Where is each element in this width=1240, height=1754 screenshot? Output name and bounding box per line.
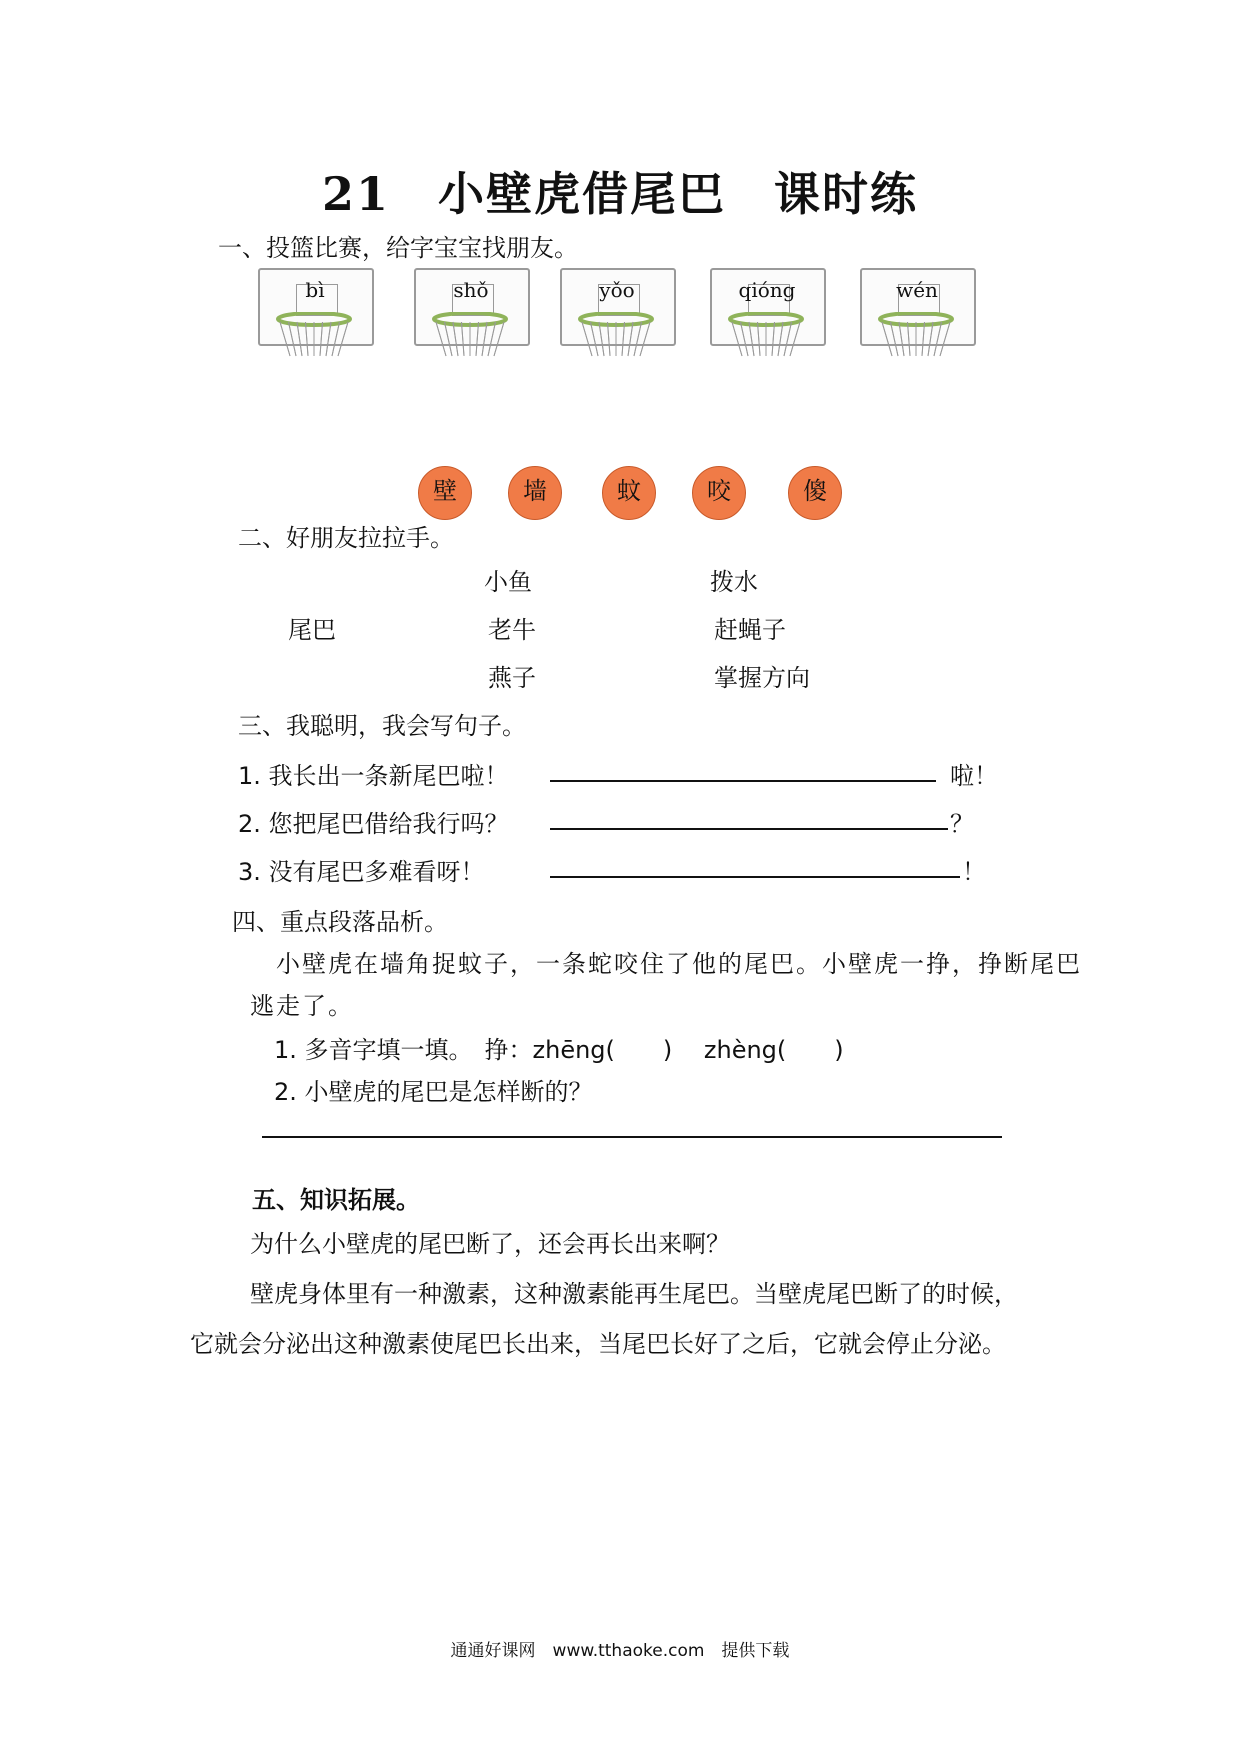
match-middle-item[interactable]: 小鱼 xyxy=(484,568,532,596)
pinyin-label: wén xyxy=(896,278,938,302)
character-ball[interactable]: 壁 xyxy=(418,466,472,520)
sentence-prompt: 2. 您把尾巴借给我行吗？ xyxy=(238,810,509,838)
question-text: 为什么小壁虎的尾巴断了，还会再长出来啊？ xyxy=(250,1230,730,1258)
sentence-ending: ？ xyxy=(950,810,974,838)
answer-line[interactable] xyxy=(550,828,948,830)
basket-net xyxy=(728,312,804,360)
page-title: 21 小壁虎借尾巴 课时练 xyxy=(321,167,918,221)
match-right-item[interactable]: 赶蝇子 xyxy=(714,616,786,644)
section1-heading: 一、投篮比赛，给字宝宝找朋友。 xyxy=(218,234,578,262)
pinyin-label: qióng xyxy=(738,278,796,302)
hoop xyxy=(860,268,974,362)
footer-text: 通通好课网 www.tthaoke.com 提供下载 xyxy=(450,1641,790,1661)
question-text: 2. 小壁虎的尾巴是怎样断的？ xyxy=(274,1078,593,1106)
section3-heading: 三、我聪明，我会写句子。 xyxy=(238,712,526,740)
hoop xyxy=(414,268,528,362)
passage-text: 小壁虎在墙角捉蚊子，一条蛇咬住了他的尾巴。小壁虎一挣，挣断尾巴 xyxy=(276,950,1082,978)
basket-net xyxy=(878,312,954,360)
hoop xyxy=(710,268,824,362)
character-ball[interactable]: 傻 xyxy=(788,466,842,520)
question-polyphone: 1. 多音字填一填。 挣：zhēng( ) zhèng( ) xyxy=(274,1036,844,1064)
match-right-item[interactable]: 拨水 xyxy=(710,568,758,596)
match-left-item[interactable]: 尾巴 xyxy=(288,616,336,644)
answer-text: 它就会分泌出这种激素使尾巴长出来，当尾巴长好了之后，它就会停止分泌。 xyxy=(190,1330,1006,1358)
sentence-ending: 啦！ xyxy=(950,762,998,790)
pinyin-label: yǒo xyxy=(599,278,635,302)
section5-heading: 五、知识拓展。 xyxy=(252,1186,420,1214)
answer-text: 壁虎身体里有一种激素，这种激素能再生尾巴。当壁虎尾巴断了的时候， xyxy=(250,1280,1018,1308)
match-middle-item[interactable]: 燕子 xyxy=(488,664,536,692)
sentence-ending: ！ xyxy=(962,858,986,886)
sentence-prompt: 1. 我长出一条新尾巴啦！ xyxy=(238,762,509,790)
section4-heading: 四、重点段落品析。 xyxy=(232,908,448,936)
basket-net xyxy=(432,312,508,360)
sentence-prompt: 3. 没有尾巴多难看呀！ xyxy=(238,858,485,886)
character-ball[interactable]: 墙 xyxy=(508,466,562,520)
section2-heading: 二、好朋友拉拉手。 xyxy=(238,524,454,552)
match-right-item[interactable]: 掌握方向 xyxy=(714,664,810,692)
answer-line[interactable] xyxy=(262,1136,1002,1138)
basket-net xyxy=(578,312,654,360)
hoop xyxy=(560,268,674,362)
pinyin-label: bì xyxy=(305,278,325,302)
answer-line[interactable] xyxy=(550,780,936,782)
match-middle-item[interactable]: 老牛 xyxy=(488,616,536,644)
character-ball[interactable]: 蚊 xyxy=(602,466,656,520)
character-ball[interactable]: 咬 xyxy=(692,466,746,520)
passage-text: 逃走了。 xyxy=(250,992,354,1020)
basket-net xyxy=(276,312,352,360)
answer-line[interactable] xyxy=(550,876,960,878)
pinyin-label: shǒ xyxy=(453,278,489,302)
hoop xyxy=(258,268,372,362)
